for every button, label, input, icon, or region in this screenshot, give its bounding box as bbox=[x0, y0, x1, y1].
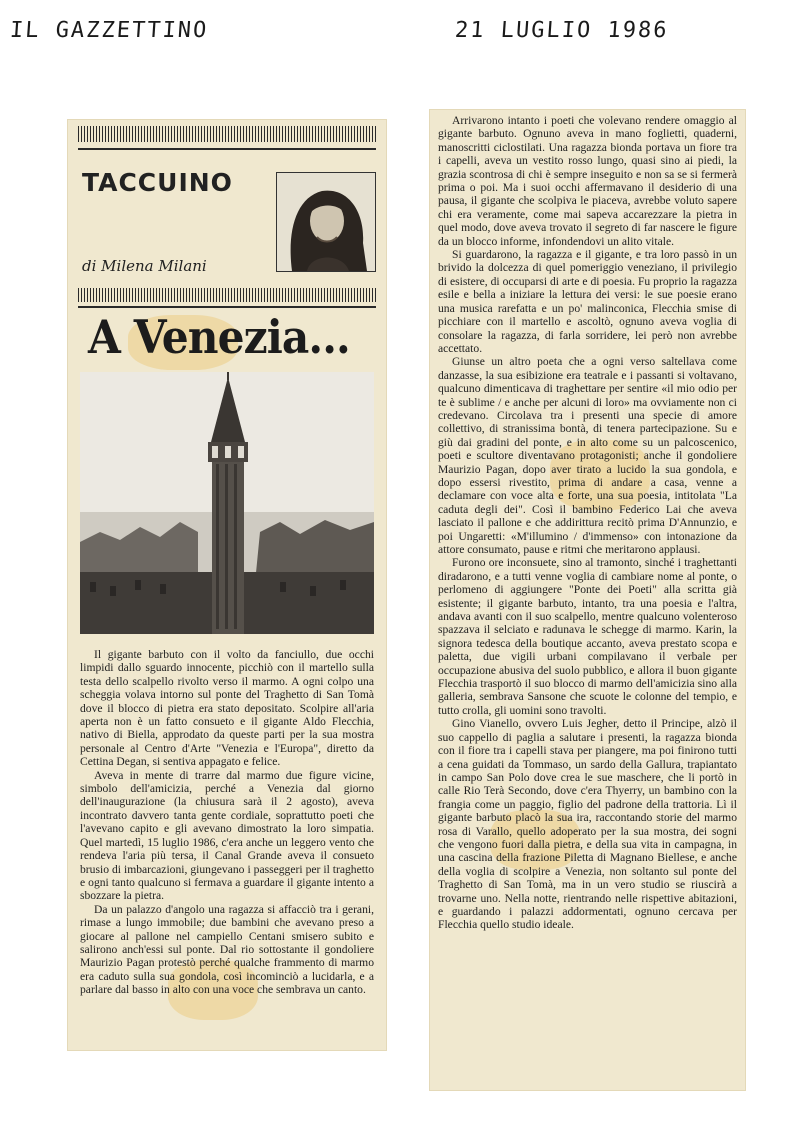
middle-hatched-rule bbox=[78, 288, 376, 302]
top-hatched-rule bbox=[78, 126, 376, 142]
headline: A Venezia... bbox=[88, 310, 350, 364]
portrait-photo-icon bbox=[276, 172, 376, 272]
middle-rule-line bbox=[78, 306, 376, 308]
author-byline: di Milena Milani bbox=[82, 257, 207, 275]
venice-campanile-photo bbox=[80, 372, 374, 634]
article-body-right bbox=[438, 114, 737, 932]
paragraph: Giunse un altro poeta che a ogni verso saltellava come danzasse, la sua esibizione era teatrale e i passanti si voltavano, qualcuno dimenticava di traghettare per sentire «il mio odio per te è sublime / e anche per alcuni di loro» ma ovviamente non ci credevano. Circolava tra i presenti una specie di amore collettivo, di stranissima bontà, di tenera partecipazione. Su e giù dai gradini del ponte, e in alto come su un palcoscenico, poeti e scultore diventavano protagonisti; anche il gondoliere Maurizio Pagan, dopo aver tirato a lucido la sua gondola, e dopo essersi rivestito, prima di andare a casa, venne a declamare con voce alta e forte, una sua poesia, intitolata "La caduta degli dei". Così il bambino Federico Lai che aveva lasciato il pallone e che addirittura recitò prima D'Annunzio, e poi Ungaretti: «M'illumino / d'immenso» con intonazione da attore consumato, pause e ritmi che meritarono applausi. bbox=[438, 355, 737, 556]
paragraph: Gino Vianello, ovvero Luis Jegher, detto il Principe, alzò il suo cappello di paglia a salutare i presenti, la ragazza bionda con il fiore tra i capelli stava per piangere, ma poi finirono tutti a cena guidati da Tommaso, un sardo della Gallura, trapiantato in campo San Polo dove crea le sue maschere, che li portò in calle Rio Terà Secondo, dove c'era Thyerry, un bambino con la frangia come un paggio, figlio del padrone della trattoria. Lì il gigante barbuto placò la sua ira, raccontando storie del marmo rosa di Varallo, quello adoperato per la sua mostra, dei sogni che vengono fuori dalla pietra, e della sua vita in campagna, in una cascina della frazione Piletta di Magnano Biellese, e anche della voglia di scolpire a Venezia, non soltanto sul ponte del Traghetto di San Tomà, ma in un vero studio se riuscirà a trovarne uno. Nella notte, rientrando nelle rispettive abitazioni, e guardando i palazzi addormentati, ognuno cercava per Flecchia quello studio ideale. bbox=[438, 717, 737, 932]
newspaper-name-annotation: IL GAZZETTINO bbox=[9, 18, 210, 43]
paragraph: Da un palazzo d'angolo una ragazza si affacciò tra i gerani, rimase a lungo immobile; due bambini che avevano preso a giocare al pallone nel campiello Centani smisero subito e salirono anch'essi sul ponte. Dal rio sottostante il gondoliere Maurizio Pagan protestò perché qualche frammento di marmo era caduto sulla sua gondola, così incominciò a lucidarla, e a parlare dal basso in alto con una voce che sembrava un canto. bbox=[80, 902, 374, 997]
clipping-right-column bbox=[430, 110, 745, 1090]
paragraph: Aveva in mente di trarre dal marmo due figure vicine, simbolo dell'amicizia, perché a Venezia dal giorno dell'inaugurazione (la chiusura sarà il 2 agosto), aveva incontrato davvero tanta gente cordiale, soprattutto poeti che l'avevano capito e gli avevano dimostrato la loro simpatia. Quel martedì, 15 luglio 1986, c'era anche un leggero vento che rendeva l'aria più tersa, il Canal Grande aveva il consueto brusio di imbarcazioni, giungevano i passeggeri per il traghetto e ogni tanto qualcuno si fermava a guardare il gigante intento a sbozzare la pietra. bbox=[80, 768, 374, 903]
date-annotation: 21 LUGLIO 1986 bbox=[454, 18, 670, 43]
article-body-left bbox=[80, 648, 374, 997]
clipping-left-column bbox=[68, 120, 386, 1050]
paragraph: Il gigante barbuto con il volto da fanciullo, due occhi limpidi dallo sguardo innocente, picchiò con il martello sulla testa dello scalpello rivolto verso il marmo. A ogni colpo una scheggia volava intorno sul ponte del Traghetto di San Tomà dove il blocco di pietra era stato depositato. Scolpire all'aria aperta non è un fatto consueto e il gigante Aldo Flecchia, nativo di Biella, approdato da queste parti per la sua mostra personale al Centro d'Arte "Venezia e l'Europa", diretto da Cettina Degan, si sentiva appagato e felice. bbox=[80, 648, 374, 769]
top-rule-line bbox=[78, 148, 376, 150]
paragraph: Arrivarono intanto i poeti che volevano rendere omaggio al gigante barbuto. Ognuno aveva in mano foglietti, quaderni, manoscritti ciclostilati. Una ragazza bionda portava un fiore tra i capelli, aveva un vestito rosso lungo, quasi sino ai piedi, la grazia scontrosa di chi è sempre inseguito e non sa se si fermerà prima o poi. Ma i suoi occhi affermavano il desiderio di una pausa, il gigante che scolpiva le piaceva, avrebbe voluto sapere chi era veramente, come mai sapeva accarezzare la pietra in quel modo, dove aveva trovato il segreto di far nascere le figure da un blocco informe, infondendovi un alito vitale. bbox=[438, 114, 737, 248]
column-label: TACCUINO bbox=[82, 168, 233, 197]
paragraph: Si guardarono, la ragazza e il gigante, e tra loro passò in un brivido la dolcezza di quel pomeriggio veneziano, il privilegio di esistere, di occuparsi di arte e di poesia. Fu proprio la ragazza esile e bella a iniziare la lettura dei versi: le sue poesie erano una musica rarefatta e un po' malinconica, Flecchia smise di picchiare con il martello e ascoltò, ognuno aveva voglia di consolare la ragazza, di farla sorridere, lei però non avrebbe accettato. bbox=[438, 248, 737, 355]
paragraph: Furono ore inconsuete, sino al tramonto, sinché i traghettanti diradarono, e a tutti venne voglia di cambiare nome al ponte, o perlomeno di aggiungere "Ponte dei Poeti" alla scritta già esistente; il gigante barbuto, intanto, tra una poesia e l'altra, andava avanti con il suo scalpello, mentre qualcuno volenteroso spazzava il selciato e radunava le schegge di marmo. Karin, la signora tedesca della boutique accanto, aveva prestato scopa e paletta, due vigili urbani compilavano il verbale per occupazione abusiva del suolo pubblico, e allora il buon gigante Flecchia trasportò il suo blocco di marmo dell'amicizia sino alla galleria, sembrava Sansone che scuote le colonne del tempio, e tutto crolla, gli uomini sono travolti. bbox=[438, 556, 737, 717]
